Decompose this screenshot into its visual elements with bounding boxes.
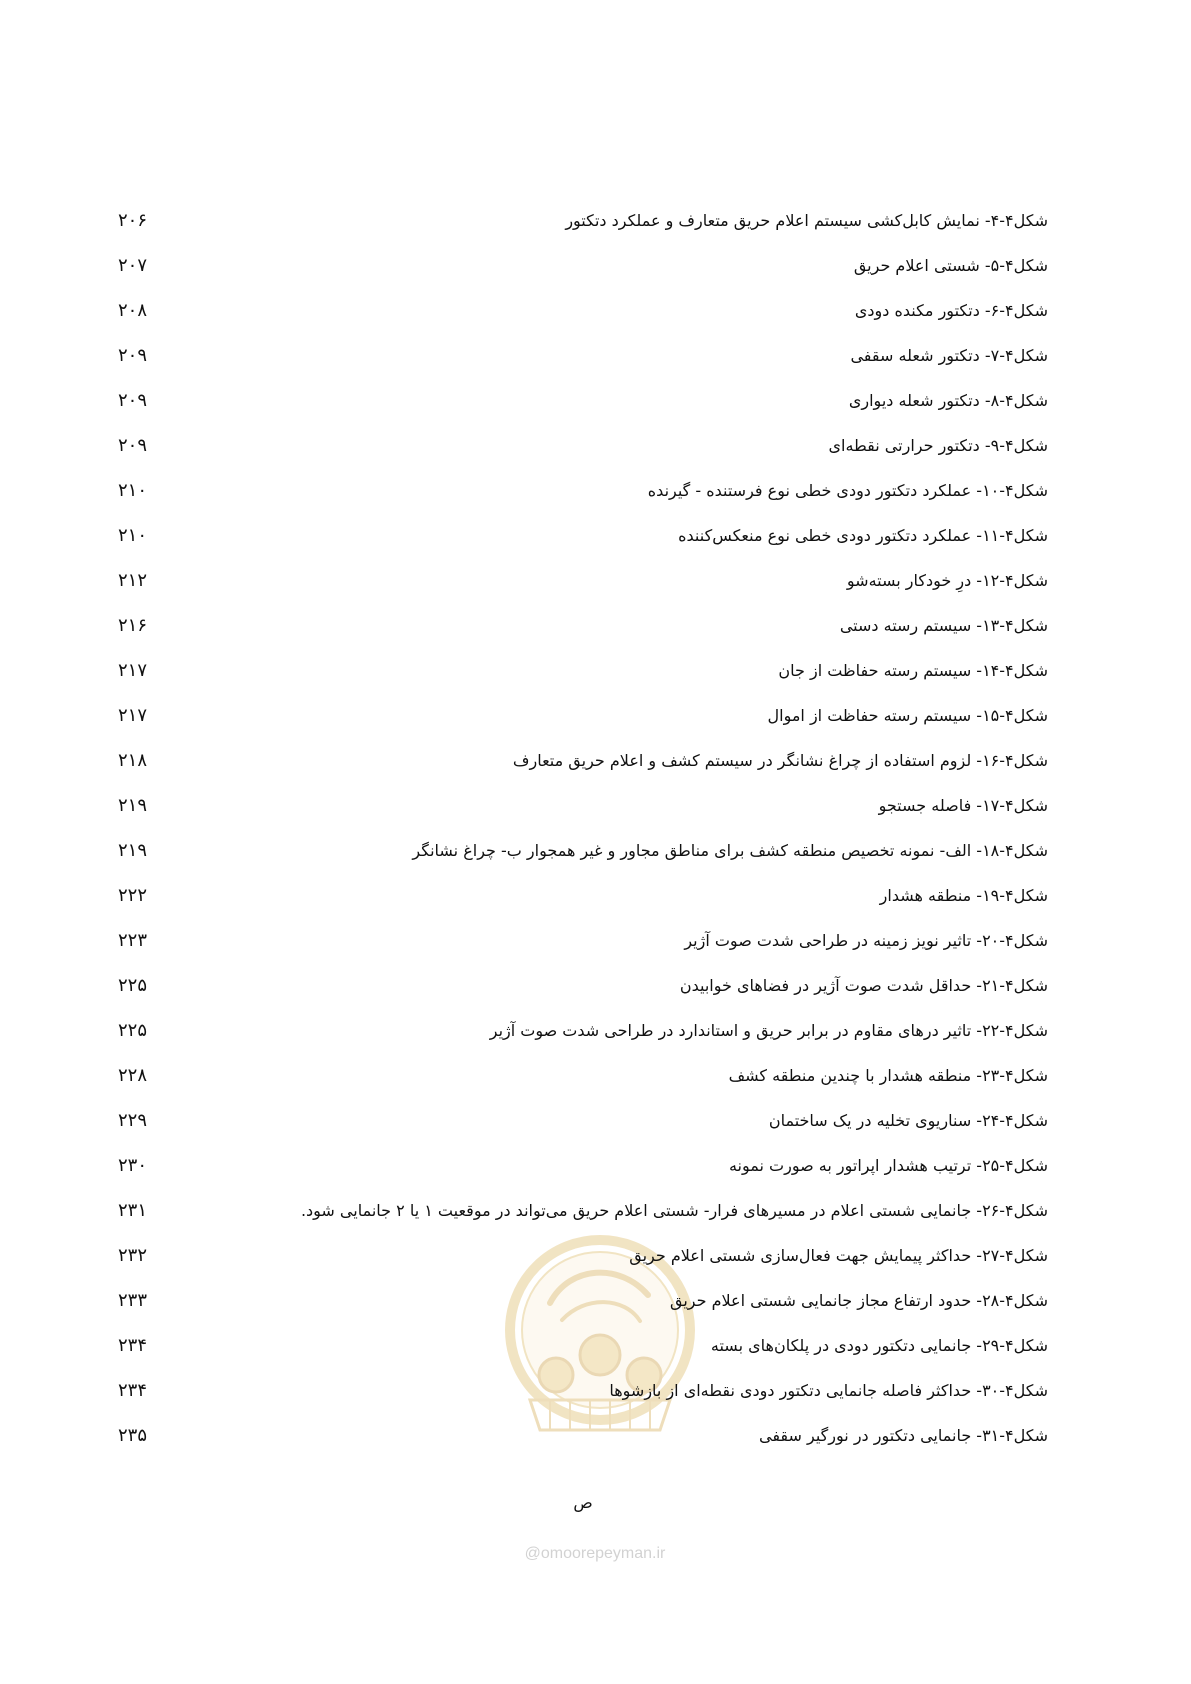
toc-entry: [118, 615, 1048, 660]
toc-entry: [118, 435, 1048, 480]
toc-entry-page: ۲۰۷: [118, 255, 148, 276]
watermark-site-text: @omoorepeyman.ir: [524, 1545, 666, 1562]
toc-entry-title: شکل۴-۲۱- حداقل شدت صوت آژیر در فضاهای خوابیدن: [679, 976, 1048, 995]
toc-entry: [118, 255, 1048, 300]
toc-entry-title: شکل۴-۱۸- الف- نمونه تخصیص منطقه کشف برای مناطق مجاور و غیر همجوار ب- چراغ نشانگر: [412, 841, 1048, 860]
toc-entry-page: ۲۰۸: [118, 300, 148, 321]
toc-entry-title: شکل۴-۲۸- حدود ارتفاع مجاز جانمایی شستی اعلام حریق: [669, 1291, 1048, 1310]
toc-entry-page: ۲۲۳: [118, 930, 148, 951]
toc-entry: [118, 840, 1048, 885]
toc-entry-title: شکل۴-۴- نمایش کابل‌کشی سیستم اعلام حریق متعارف و عملکرد دتکتور: [565, 211, 1048, 230]
toc-entry-page: ۲۳۵: [118, 1425, 148, 1446]
toc-entry-page: ۲۰۹: [118, 435, 148, 456]
toc-entry-title: شکل۴-۲۴- سناریوی تخلیه در یک ساختمان: [768, 1111, 1048, 1130]
toc-entry-page: ۲۲۲: [118, 885, 148, 906]
toc-entry-title: شکل۴-۱۲- درِ خودکار بسته‌شو: [846, 571, 1048, 590]
toc-entry: [118, 660, 1048, 705]
toc-entry-title: شکل۴-۱۵- سیستم رسته حفاظت از اموال: [767, 706, 1048, 725]
toc-entry-title: شکل۴-۲۹- جانمایی دتکتور دودی در پلکان‌های بسته: [710, 1336, 1048, 1355]
toc-entry-page: ۲۱۷: [118, 660, 148, 681]
toc-entry-page: ۲۳۴: [118, 1380, 148, 1401]
toc-entry-title: شکل۴-۱۳- سیستم رسته دستی: [839, 616, 1048, 635]
toc-entry-title: شکل۴-۲۲- تاثیر درهای مقاوم در برابر حریق و استاندارد در طراحی شدت صوت آژیر: [489, 1021, 1048, 1040]
toc-entry-title: شکل۴-۸- دتکتور شعله دیواری: [848, 391, 1048, 410]
toc-entry: [118, 750, 1048, 795]
toc-entry-page: ۲۳۴: [118, 1335, 148, 1356]
toc-entry-title: شکل۴-۶- دتکتور مکنده دودی: [854, 301, 1048, 320]
toc-entry: [118, 210, 1048, 255]
toc-entry-page: ۲۳۰: [118, 1155, 148, 1176]
toc-entry-page: ۲۳۱: [118, 1200, 148, 1221]
toc-entry-title: شکل۴-۷- دتکتور شعله سقفی: [850, 346, 1048, 365]
toc-entry-page: ۲۱۹: [118, 840, 148, 861]
toc-entry: [118, 1425, 1048, 1470]
toc-entry: [118, 885, 1048, 930]
toc-entry-title: شکل۴-۲۶- جانمایی شستی اعلام در مسیرهای فرار- شستی اعلام حریق می‌تواند در موقعیت ۱ یا ۲ جانمایی شود.: [300, 1201, 1048, 1220]
toc-entry: [118, 1065, 1048, 1110]
toc-entry-title: شکل۴-۲۷- حداکثر پیمایش جهت فعال‌سازی شستی اعلام حریق: [629, 1246, 1048, 1265]
toc-entry-page: ۲۳۳: [118, 1290, 148, 1311]
toc-entry: [118, 525, 1048, 570]
toc-entry: [118, 975, 1048, 1020]
toc-entry-page: ۲۱۷: [118, 705, 148, 726]
toc-entry-page: ۲۰۹: [118, 390, 148, 411]
toc-entry-title: شکل۴-۲۳- منطقه هشدار با چندین منطقه کشف: [728, 1066, 1048, 1085]
toc-entry-title: شکل۴-۱۷- فاصله جستجو: [878, 796, 1048, 815]
toc-entry: [118, 1245, 1048, 1290]
toc-entry: [118, 480, 1048, 525]
toc-entry: [118, 345, 1048, 390]
toc-entry-page: ۲۱۰: [118, 480, 148, 501]
toc-entry: [118, 795, 1048, 840]
toc-entry: [118, 1335, 1048, 1380]
toc-entry-title: شکل۴-۱۶- لزوم استفاده از چراغ نشانگر در سیستم کشف و اعلام حریق متعارف: [512, 751, 1048, 770]
toc-entry-page: ۲۲۹: [118, 1110, 148, 1131]
toc-entry-page: ۲۱۰: [118, 525, 148, 546]
toc-entry-title: شکل۴-۱۱- عملکرد دتکتور دودی خطی نوع منعکس‌کننده: [678, 526, 1048, 545]
toc-entry-title: شکل۴-۳۱- جانمایی دتکتور در نورگیر سقفی: [759, 1426, 1048, 1445]
toc-entry: [118, 1290, 1048, 1335]
toc-entry-page: ۲۱۶: [118, 615, 148, 636]
toc-entry: [118, 570, 1048, 615]
page-number: ص: [573, 1493, 593, 1512]
toc-entry-title: شکل۴-۵- شستی اعلام حریق: [853, 256, 1048, 275]
toc-entry-title: شکل۴-۱۰- عملکرد دتکتور دودی خطی نوع فرستنده - گیرنده: [647, 481, 1048, 500]
toc-entry: [118, 390, 1048, 435]
toc-entry-title: شکل۴-۹- دتکتور حرارتی نقطه‌ای: [828, 436, 1048, 455]
toc-entry-page: ۲۱۲: [118, 570, 148, 591]
toc-entry: [118, 705, 1048, 750]
toc-entry: [118, 1380, 1048, 1425]
toc-entry: [118, 1155, 1048, 1200]
toc-entry-page: ۲۲۸: [118, 1065, 148, 1086]
toc-entry: [118, 930, 1048, 975]
toc-entry: [118, 300, 1048, 345]
toc-entry-page: ۲۰۶: [118, 210, 148, 231]
toc-entry-page: ۲۱۸: [118, 750, 148, 771]
toc-entry: [118, 1020, 1048, 1065]
toc-entry-title: شکل۴-۱۴- سیستم رسته حفاظت از جان: [778, 661, 1048, 680]
table-of-figures: [118, 210, 1048, 1470]
toc-entry: [118, 1110, 1048, 1155]
toc-entry-title: شکل۴-۲۰- تاثیر نویز زمینه در طراحی شدت صوت آژیر: [684, 931, 1048, 950]
toc-entry-page: ۲۰۹: [118, 345, 148, 366]
toc-entry-page: ۲۱۹: [118, 795, 148, 816]
toc-entry: [118, 1200, 1048, 1245]
toc-entry-page: ۲۲۵: [118, 975, 148, 996]
toc-entry-title: شکل۴-۱۹- منطقه هشدار: [879, 886, 1048, 905]
toc-entry-title: شکل۴-۲۵- ترتیب هشدار اپراتور به صورت نمونه: [728, 1156, 1048, 1175]
toc-entry-page: ۲۲۵: [118, 1020, 148, 1041]
toc-entry-title: شکل۴-۳۰- حداکثر فاصله جانمایی دتکتور دودی نقطه‌ای از بازشوها: [609, 1381, 1048, 1400]
toc-entry-page: ۲۳۲: [118, 1245, 148, 1266]
